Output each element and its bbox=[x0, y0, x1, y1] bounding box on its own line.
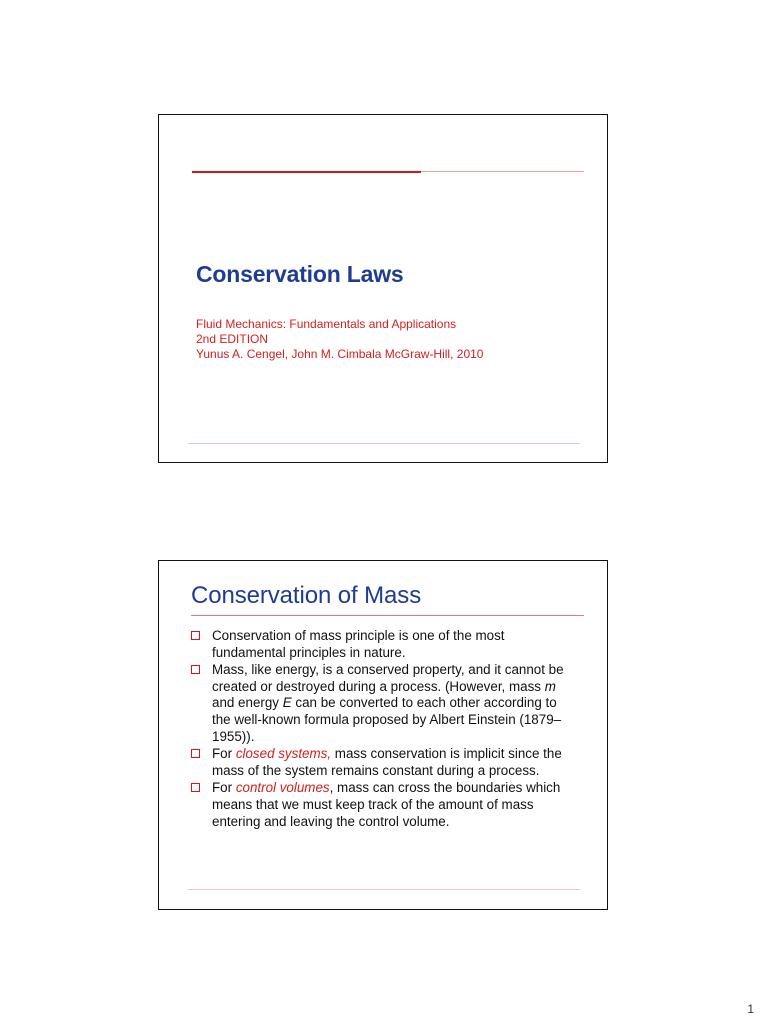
book-title: Fluid Mechanics: Fundamentals and Applications bbox=[196, 317, 457, 331]
header-rule-thick bbox=[192, 171, 421, 173]
footer-rule bbox=[188, 889, 580, 890]
bullet-text: mass conservation is implicit since the mass of the system remains constant during a process. bbox=[212, 746, 562, 778]
variable-e: E bbox=[282, 695, 292, 711]
square-bullet-icon bbox=[191, 783, 200, 792]
title-underline bbox=[191, 615, 584, 616]
bullet-text: Conservation of mass principle is one of the most fundamental principles in nature. bbox=[212, 628, 505, 660]
bullet-text: , mass can cross the boundaries which means that we must keep track of the amount of mass entering and leaving the control volume. bbox=[212, 780, 561, 829]
bullet-text: For bbox=[212, 780, 236, 796]
highlight-term: control volumes bbox=[235, 780, 330, 796]
edition: 2nd EDITION bbox=[196, 332, 269, 346]
content-slide bbox=[158, 560, 608, 910]
square-bullet-icon bbox=[191, 665, 200, 674]
square-bullet-icon bbox=[191, 631, 200, 640]
bullet-item bbox=[189, 628, 569, 661]
bullet-text: can be converted to each other according to the well-known formula proposed by Albert Einstein (1879–1955)). bbox=[212, 695, 562, 744]
slide-title: Conservation of Mass bbox=[191, 582, 422, 609]
highlight-term: closed systems, bbox=[235, 746, 332, 762]
title-slide bbox=[158, 114, 608, 463]
bullet-text: For bbox=[212, 746, 236, 762]
bullet-text: Mass, like energy, is a conserved property, and it cannot be created or destroyed during a process. (However, mass bbox=[212, 662, 564, 694]
bullet-list bbox=[189, 628, 569, 831]
bullet-item bbox=[189, 662, 569, 745]
variable-m: m bbox=[544, 678, 556, 694]
header-rule-thin bbox=[421, 171, 584, 172]
authors: Yunus A. Cengel, John M. Cimbala McGraw-Hill, 2010 bbox=[196, 347, 484, 361]
footer-rule bbox=[188, 443, 580, 444]
bullet-item bbox=[189, 746, 569, 779]
square-bullet-icon bbox=[191, 749, 200, 758]
page-number: 1 bbox=[747, 1002, 754, 1016]
bullet-text: and energy bbox=[212, 695, 283, 711]
slide-title: Conservation Laws bbox=[196, 261, 404, 287]
bullet-item bbox=[189, 780, 569, 830]
